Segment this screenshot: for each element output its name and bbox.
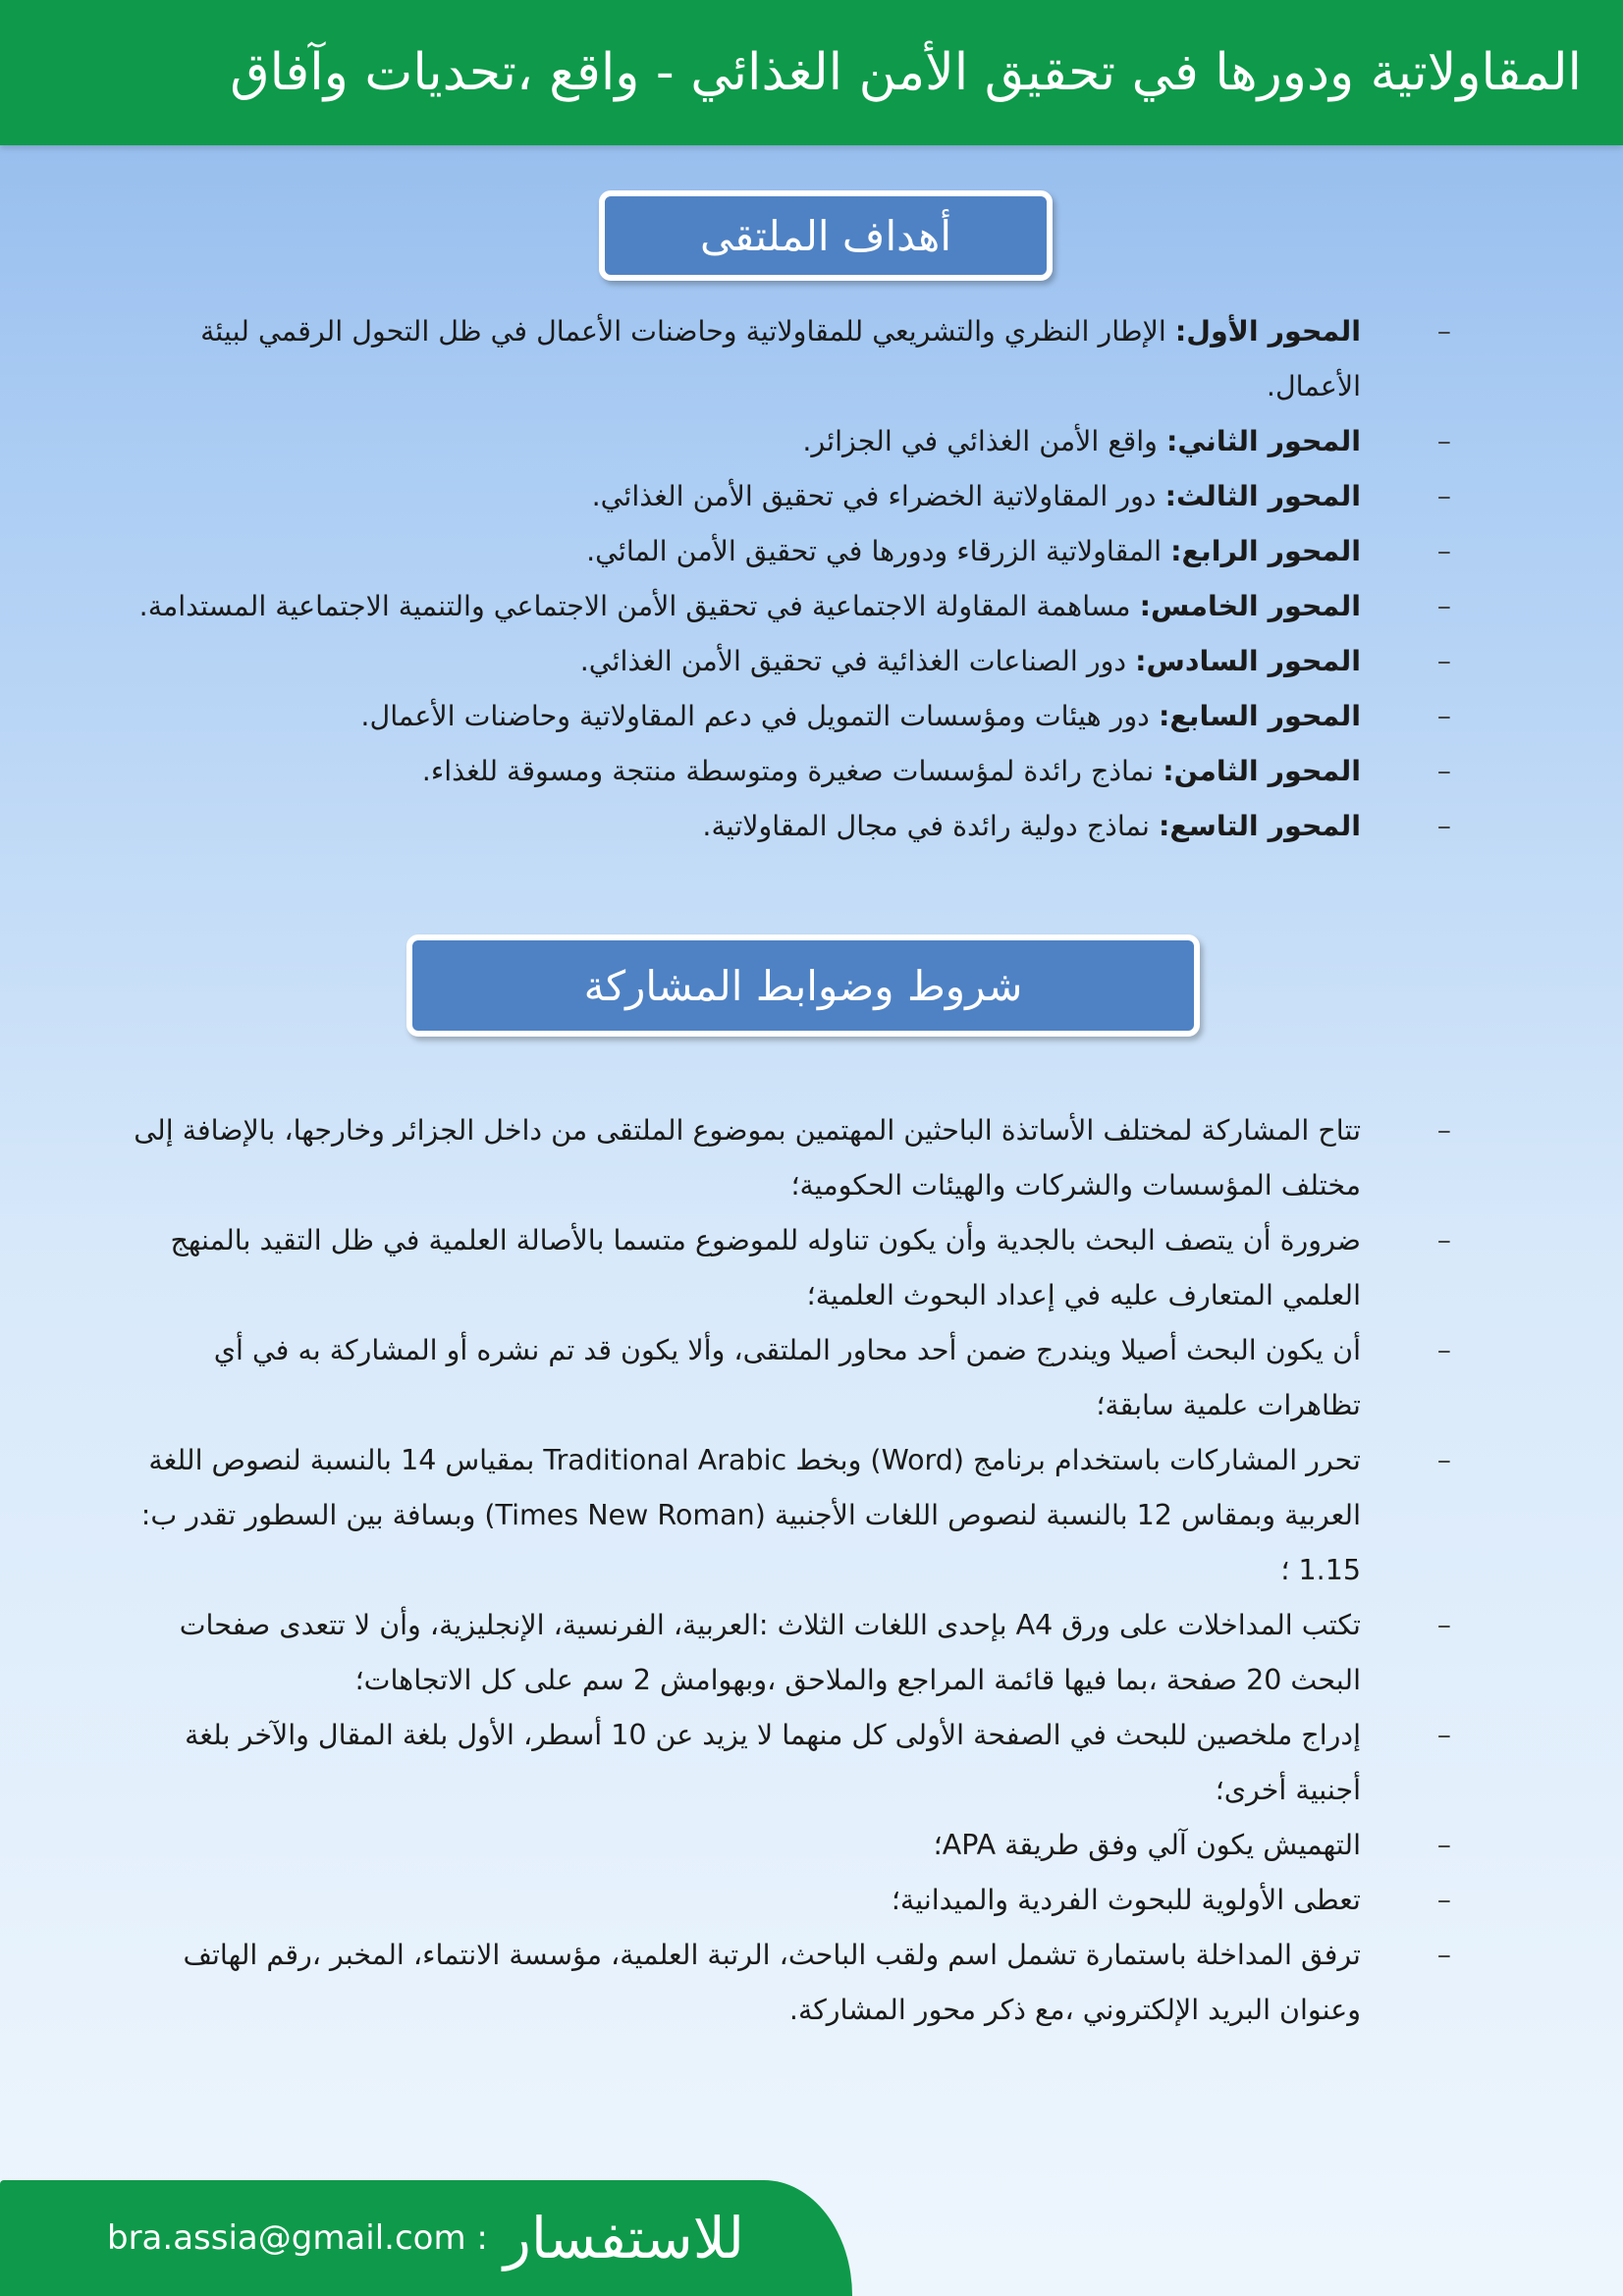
- list-item: – تكتب المداخلات على ورق A4 بإحدى اللغات الثلاث :العربية، الفرنسية، الإنجليزية، وأن لا تتعدى صفحات البحث 20 صفحة ،بما فيها قائمة المراجع والملاحق ،وبهوامش 2 سم على كل الاتجاهات؛: [179, 1609, 1451, 1696]
- list-item: – المحور الثاني: واقع الأمن الغذائي في الجزائر.: [802, 425, 1451, 457]
- axis-label: المحور الخامس:: [1139, 590, 1361, 622]
- goals-heading: أهداف الملتقى: [700, 211, 951, 260]
- rules-heading-box: [406, 934, 1200, 1037]
- axis-label: المحور التاسع:: [1158, 810, 1361, 842]
- axis-label: المحور الثاني:: [1165, 425, 1361, 457]
- list-item: – المحور الخامس: مساهمة المقاولة الاجتماعية في تحقيق الأمن الاجتماعي والتنمية الاجتماعية المستدامة.: [138, 590, 1451, 622]
- list-item: – إدراج ملخصين للبحث في الصفحة الأولى كل منهما لا يزيد عن 10 أسطر، الأول بلغة المقال والآخر بلغة أجنبية أخرى؛: [185, 1719, 1451, 1806]
- rules-heading: شروط وضوابط المشاركة: [583, 961, 1023, 1010]
- rule-text: أن يكون البحث أصيلا ويندرج ضمن أحد محاور الملتقى، وألا يكون قد تم نشره أو المشاركة به في أي تظاهرات علمية سابقة؛: [213, 1334, 1361, 1421]
- axis-text: نماذج دولية رائدة في مجال المقاولاتية.: [702, 810, 1159, 842]
- axis-label: المحور السادس:: [1135, 645, 1361, 677]
- list-item: – التهميش يكون آلي وفق طريقة APA؛: [933, 1829, 1451, 1861]
- rule-text: ضرورة أن يتصف البحث بالجدية وأن يكون تناوله للموضوع متسما بالأصالة العلمية في ظل التقيد بالمنهج العلمي المتعارف عليه في إعداد البحوث العلمية؛: [170, 1224, 1361, 1311]
- axis-label: المحور الثالث:: [1164, 480, 1361, 512]
- rule-text: تعطى الأولوية للبحوث الفردية والميدانية؛: [891, 1884, 1361, 1916]
- goals-list: [116, 304, 1451, 854]
- axis-text: الإطار النظري والتشريعي للمقاولاتية وحاضنات الأعمال في ظل التحول الرقمي لبيئة الأعمال.: [200, 315, 1361, 402]
- axis-text: دور هيئات ومؤسسات التمويل في دعم المقاولاتية وحاضنات الأعمال.: [360, 700, 1159, 732]
- list-item: – ترفق المداخلة باستمارة تشمل اسم ولقب الباحث، الرتبة العلمية، مؤسسة الانتماء، المخبر ،رقم الهاتف وعنوان البريد الإلكتروني ،مع ذكر محور المشاركة.: [183, 1939, 1451, 2026]
- rule-text: ترفق المداخلة باستمارة تشمل اسم ولقب الباحث، الرتبة العلمية، مؤسسة الانتماء، المخبر ،رقم الهاتف وعنوان البريد الإلكتروني ،مع ذكر محور المشاركة.: [183, 1939, 1361, 2026]
- list-item: – تحرر المشاركات باستخدام برنامج (Word) وبخط Traditional Arabic بمقياس 14 بالنسبة لنصوص اللغة العربية وبمقاس 12 بالنسبة لنصوص اللغات الأجنبية (Times New Roman) وبسافة بين السطور تقدر ب: 1.15 ؛: [140, 1444, 1451, 1586]
- rule-text: إدراج ملخصين للبحث في الصفحة الأولى كل منهما لا يزيد عن 10 أسطر، الأول بلغة المقال والآخر بلغة أجنبية أخرى؛: [185, 1719, 1361, 1806]
- rule-text: التهميش يكون آلي وفق طريقة APA؛: [933, 1829, 1361, 1861]
- axis-text: المقاولاتية الزرقاء ودورها في تحقيق الأمن المائي.: [586, 535, 1171, 567]
- list-item: – المحور السابع: دور هيئات ومؤسسات التمويل في دعم المقاولاتية وحاضنات الأعمال.: [360, 700, 1451, 732]
- header-banner: [0, 0, 1623, 145]
- list-item: – ضرورة أن يتصف البحث بالجدية وأن يكون تناوله للموضوع متسما بالأصالة العلمية في ظل التقيد بالمنهج العلمي المتعارف عليه في إعداد البحوث العلمية؛: [170, 1224, 1451, 1311]
- list-item: – المحور الثامن: نماذج رائدة لمؤسسات صغيرة ومتوسطة منتجة ومسوقة للغذاء.: [421, 755, 1451, 787]
- list-item: – المحور السادس: دور الصناعات الغذائية في تحقيق الأمن الغذائي.: [579, 645, 1451, 677]
- axis-text: دور المقاولاتية الخضراء في تحقيق الأمن الغذائي.: [591, 480, 1165, 512]
- list-item: – المحور الأول: الإطار النظري والتشريعي للمقاولاتية وحاضنات الأعمال في ظل التحول الرقمي لبيئة الأعمال.: [200, 315, 1451, 402]
- list-item: – أن يكون البحث أصيلا ويندرج ضمن أحد محاور الملتقى، وألا يكون قد تم نشره أو المشاركة به في أي تظاهرات علمية سابقة؛: [213, 1334, 1451, 1421]
- axis-text: نماذج رائدة لمؤسسات صغيرة ومتوسطة منتجة ومسوقة للغذاء.: [421, 755, 1163, 787]
- rule-text: تتاح المشاركة لمختلف الأساتذة الباحثين المهتمين بموضوع الملتقى من داخل الجزائر وخارجها، بالإضافة إلى مختلف المؤسسات والشركات والهيئات الحكومية؛: [134, 1114, 1361, 1201]
- axis-text: دور الصناعات الغذائية في تحقيق الأمن الغذائي.: [579, 645, 1136, 677]
- rule-text: تحرر المشاركات باستخدام برنامج (Word) وبخط Traditional Arabic بمقياس 14 بالنسبة لنصوص اللغة العربية وبمقاس 12 بالنسبة لنصوص اللغات الأجنبية (Times New Roman) وبسافة بين السطور تقدر ب: 1.15 ؛: [140, 1444, 1361, 1586]
- contact-row: [107, 2205, 852, 2271]
- goals-heading-box: [599, 190, 1053, 281]
- list-item: – تعطى الأولوية للبحوث الفردية والميدانية؛: [891, 1884, 1451, 1916]
- axis-label: المحور الثامن:: [1163, 755, 1361, 787]
- list-item: – تتاح المشاركة لمختلف الأساتذة الباحثين المهتمين بموضوع الملتقى من داخل الجزائر وخارجها، بالإضافة إلى مختلف المؤسسات والشركات والهيئات الحكومية؛: [134, 1114, 1451, 1201]
- list-item: – المحور الرابع: المقاولاتية الزرقاء ودورها في تحقيق الأمن المائي.: [586, 535, 1451, 567]
- axis-label: المحور الأول:: [1174, 315, 1361, 347]
- contact-footer: [0, 2180, 852, 2296]
- rules-list: [116, 1103, 1451, 2038]
- axis-text: واقع الأمن الغذائي في الجزائر.: [802, 425, 1166, 457]
- list-item: – المحور الثالث: دور المقاولاتية الخضراء في تحقيق الأمن الغذائي.: [591, 480, 1451, 512]
- contact-label: للاستفسار: [503, 2205, 744, 2271]
- contact-email[interactable]: bra.assia@gmail.com :: [106, 2218, 488, 2258]
- rule-text: تكتب المداخلات على ورق A4 بإحدى اللغات الثلاث :العربية، الفرنسية، الإنجليزية، وأن لا تتعدى صفحات البحث 20 صفحة ،بما فيها قائمة المراجع والملاحق ،وبهوامش 2 سم على كل الاتجاهات؛: [179, 1609, 1361, 1696]
- page-title: المقاولاتية ودورها في تحقيق الأمن الغذائي - واقع ،تحديات وآفاق: [230, 43, 1582, 102]
- axis-label: المحور الرابع:: [1170, 535, 1361, 567]
- axis-label: المحور السابع:: [1158, 700, 1361, 732]
- axis-text: مساهمة المقاولة الاجتماعية في تحقيق الأمن الاجتماعي والتنمية الاجتماعية المستدامة.: [138, 590, 1140, 622]
- list-item: – المحور التاسع: نماذج دولية رائدة في مجال المقاولاتية.: [702, 810, 1451, 842]
